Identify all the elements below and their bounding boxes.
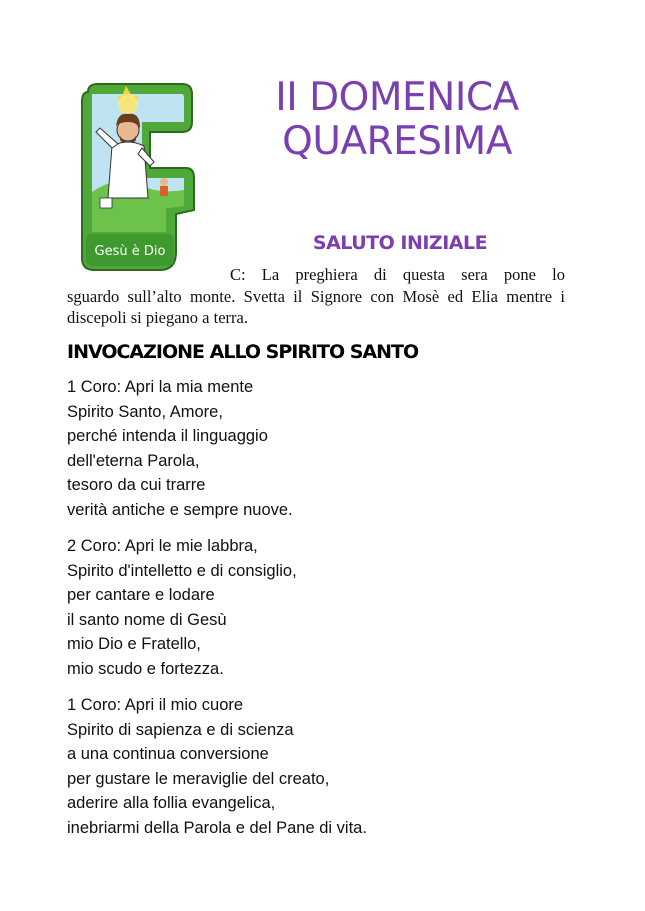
stanza-line: Spirito di sapienza e di scienza [67,720,294,739]
stanza-line: 1 Coro: Apri il mio cuore [67,696,244,714]
jesus-illustration [78,82,196,274]
stanza-line: a una continua conversione [67,745,269,763]
greeting-heading: SALUTO INIZIALE [312,232,488,254]
stanza-line: Spirito Santo, Amore, [67,402,223,421]
invocation-heading: INVOCAZIONE ALLO SPIRITO SANTO [67,341,419,363]
stanza-line: aderire alla follia evangelica, [67,794,276,812]
stanza-line: tesoro da cui trarre [67,476,206,494]
stanza-line: per cantare e lodare [67,586,215,604]
stanza-line: 2 Coro: Apri le mie labbra, [67,537,258,555]
stanza-line: inebriarmi della Parola e del Pane di vita. [67,818,367,837]
page-title [232,76,562,164]
stanza [67,693,567,840]
title-line-1: II DOMENICA [275,75,519,120]
stanza [67,534,567,681]
greeting-text-line-1: C: La preghiera di questa sera pone lo [230,265,565,284]
stanza-line: verità antiche e sempre nuove. [67,500,293,519]
title-line-2: QUARESIMA [282,119,512,164]
stanza-line: perché intenda il linguaggio [67,427,268,445]
stanza-line: 1 Coro: Apri la mia mente [67,378,254,396]
stanza [67,375,567,522]
stanza-line: per gustare le meraviglie del creato, [67,769,330,788]
stanza-line: mio scudo e fortezza. [67,659,224,678]
stanza-line: Spirito d'intelletto e di consiglio, [67,561,297,580]
stanza-line: mio Dio e Fratello, [67,635,201,653]
stanza-line: il santo nome di Gesù [67,610,227,629]
greeting-text-line-2: sguardo sull’alto monte. Svetta il Signore con Mosè ed Elia mentre i discepoli si piegano a terra. [67,287,565,327]
illustration-caption: Gesù è Dio [94,244,166,259]
stanza-line: dell'eterna Parola, [67,451,200,470]
